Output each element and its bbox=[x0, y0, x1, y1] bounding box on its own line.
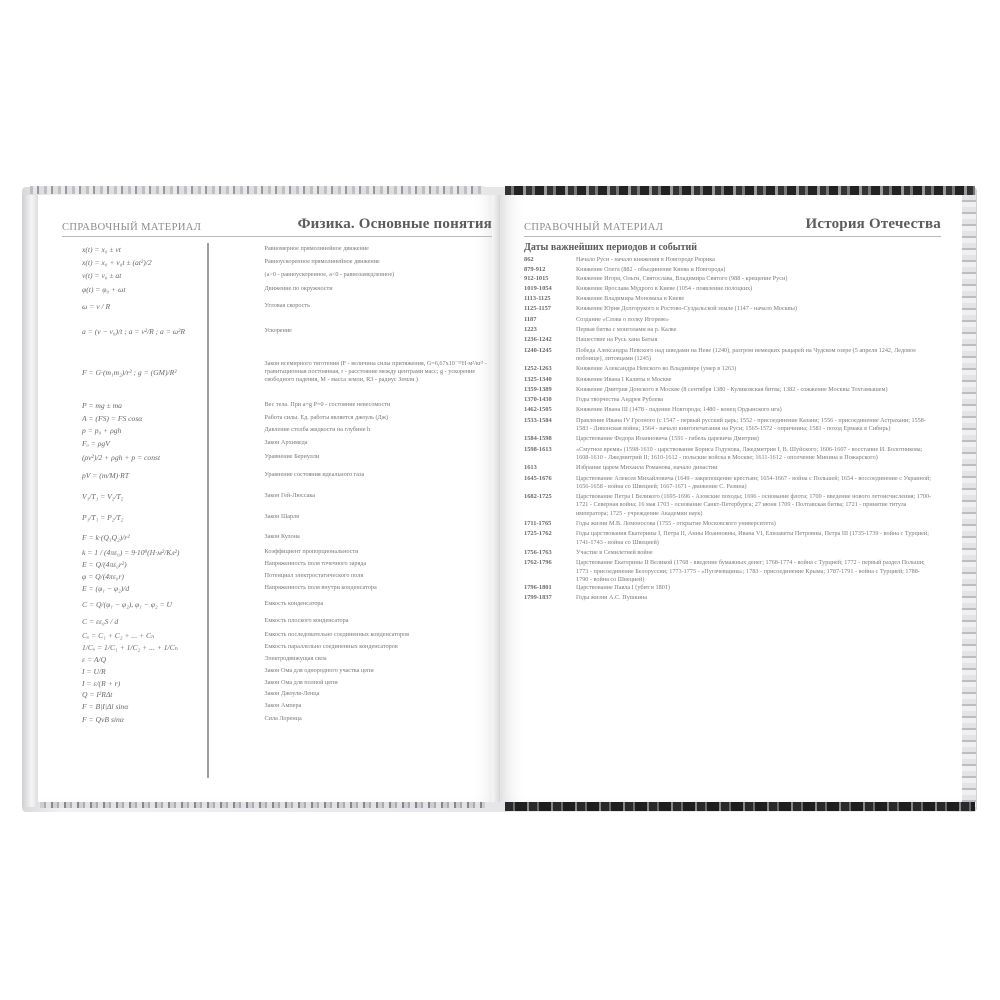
page-title: Физика. Основные понятия bbox=[297, 216, 492, 232]
table-row bbox=[82, 665, 492, 677]
date-range: 1113-1125 bbox=[524, 295, 551, 303]
date-range: 1359-1389 bbox=[524, 385, 552, 393]
formula: v(t) = v₀ ± at bbox=[82, 271, 122, 280]
date-range: 1725-1762 bbox=[524, 530, 552, 538]
page-title: История Отечества bbox=[805, 216, 941, 232]
cover-right-edge bbox=[962, 195, 976, 807]
table-row bbox=[524, 275, 944, 283]
date-range: 1796-1801 bbox=[524, 584, 552, 592]
event-description: Первая битва с монголами на р. Калке bbox=[576, 326, 677, 334]
formula: F = k·(Q₁Q₂)/r² bbox=[82, 532, 130, 542]
table-row bbox=[524, 256, 944, 264]
cover-top-right-pattern bbox=[505, 186, 975, 195]
formula: C = Q/(φ₁ − φ₂), φ₁ − φ₂ = U bbox=[82, 599, 173, 609]
formula: C = εε₀S / d bbox=[82, 616, 119, 626]
date-range: 1533-1584 bbox=[524, 416, 552, 424]
table-row bbox=[82, 653, 492, 665]
formula-description: Давление столба жидкости на глубине h bbox=[264, 425, 371, 433]
formula: x(t) = x₀ ± vt bbox=[82, 245, 121, 254]
left-page-header bbox=[62, 215, 492, 237]
date-range: 1240-1245 bbox=[524, 346, 552, 354]
table-row bbox=[82, 641, 492, 653]
formula: P = mg ± ma bbox=[82, 400, 122, 410]
formula-description: Равноускоренное прямолинейное движение bbox=[264, 258, 380, 266]
event-description: Княжение Юрия Долгорукого в Ростово-Суздальской земле (1147 - начало Москвы) bbox=[576, 305, 797, 313]
table-row bbox=[524, 386, 944, 394]
table-row bbox=[524, 475, 944, 492]
left-page-physics bbox=[38, 195, 498, 802]
event-description: Избрание царем Михаила Романова, начало династии bbox=[576, 464, 718, 472]
table-row bbox=[82, 296, 492, 316]
formula: φ = Q/(4πε₀r) bbox=[82, 571, 124, 581]
formula-description: Работа силы. Ед. работы является джоуль (Дж) bbox=[264, 413, 389, 421]
formula: F = G·(m₁m₂)/r² ; g = (GM)/R² bbox=[82, 367, 177, 377]
table-row bbox=[82, 570, 492, 582]
event-description: Княжение Олега (882 - объединение Киева и Новгорода) bbox=[576, 266, 726, 274]
formula-description: Емкость конденсатора bbox=[264, 599, 324, 607]
formula: A = (FS) = FS cosα bbox=[82, 413, 143, 423]
date-range: 1682-1725 bbox=[524, 493, 552, 501]
table-row bbox=[82, 629, 492, 641]
table-row bbox=[82, 436, 492, 450]
table-row bbox=[524, 285, 944, 293]
table-row bbox=[82, 613, 492, 629]
formula-description: Уравнение Бернулли bbox=[264, 452, 320, 460]
right-page-header bbox=[524, 215, 941, 237]
running-head: СПРАВОЧНЫЙ МАТЕРИАЛ bbox=[524, 222, 664, 233]
date-range: 1462-1505 bbox=[524, 406, 552, 414]
event-description: «Смутное время» (1598-1610 - царствование Бориса Годунова, Лжедмитрия I, В. Шуйского; 1606-1607 - восстание И. Болотникова; 1608-1610 - Лжедмитрий II; 1610-1612 - польские войска в Москве; 1611-1612 - ополчение Минина и Пожарского) bbox=[576, 445, 923, 461]
formula: x(t) = x₀ + v₀t ± (at²)/2 bbox=[82, 258, 152, 267]
formula: φ(t) = φ₀ + ωt bbox=[82, 284, 126, 294]
formula-description: Движение по окружности bbox=[264, 284, 333, 292]
formula-description: Закон Кулона bbox=[264, 532, 300, 540]
event-description: Царствование Петра I Великого (1695-1696 - Азовские походы; 1696 - основание флота; 1700 - введение нового летоисчисления; 1700-1721 - Северная война; 16 мая 1703 - основание Санкт-Петербурга; 27 июня 1709 - Полтавская битва; 1721 - принятие титула императора; 1725 - учреждение Академии наук) bbox=[576, 493, 932, 517]
table-row bbox=[524, 417, 944, 434]
table-row bbox=[82, 346, 492, 398]
right-page-history bbox=[500, 195, 962, 802]
table-row bbox=[82, 486, 492, 506]
formula: V₁/T₁ = V₂/T₂ bbox=[82, 491, 124, 501]
table-row bbox=[524, 493, 944, 518]
table-row bbox=[524, 326, 944, 334]
event-description: Годы творчества Андрея Рублева bbox=[576, 396, 664, 404]
table-row bbox=[524, 530, 944, 547]
formula: E = Q/(4πε₀r²) bbox=[82, 559, 127, 569]
event-description: Создание «Слова о полку Игореве» bbox=[576, 315, 670, 323]
formula: pV = (m/M)·RT bbox=[82, 470, 129, 480]
formula: I = ε/(R + r) bbox=[82, 678, 121, 688]
table-row bbox=[524, 435, 944, 443]
date-range: 1325-1340 bbox=[524, 375, 552, 383]
table-row bbox=[82, 282, 492, 296]
formula-description: Угловая скорость bbox=[264, 301, 310, 309]
date-range: 862 bbox=[524, 256, 534, 263]
formula-description: Коэффициент пропорциональности bbox=[264, 547, 359, 555]
event-description: Княжение Ивана III (1478 - падение Новгорода; 1480 - конец Ордынского ига) bbox=[576, 406, 782, 414]
table-row bbox=[82, 689, 492, 700]
formula-description: (a>0 - равноускоренное, a<0 - равнозамедленное) bbox=[264, 271, 395, 279]
table-row bbox=[524, 406, 944, 414]
formula: Q = I²RΔt bbox=[82, 690, 113, 699]
formula-description: Емкость плоского конденсатора bbox=[264, 616, 349, 624]
event-description: Княжение Ярослава Мудрого в Киеве (1054 - появление полоцких) bbox=[576, 284, 753, 292]
table-row bbox=[524, 376, 944, 384]
formula-description: Закон Шарля bbox=[264, 512, 299, 520]
formula-description: Сила Лоренца bbox=[264, 714, 302, 722]
table-row bbox=[524, 446, 944, 463]
table-row bbox=[82, 316, 492, 346]
table-row bbox=[82, 700, 492, 712]
formula: 1/Cₒ = 1/C₁ + 1/C₂ + ... + 1/Cₙ bbox=[82, 642, 178, 652]
running-head: СПРАВОЧНЫЙ МАТЕРИАЛ bbox=[62, 222, 202, 233]
formula: Fₐ = ρgV bbox=[82, 438, 110, 448]
date-range: 1252-1263 bbox=[524, 365, 552, 373]
cover-left-edge bbox=[22, 195, 38, 807]
table-row bbox=[82, 243, 492, 256]
date-range: 1756-1763 bbox=[524, 548, 552, 556]
event-description: Годы жизни А.С. Пушкина bbox=[576, 594, 647, 602]
event-description: Царствование Павла I (убит в 1801) bbox=[576, 584, 670, 592]
date-range: 1645-1676 bbox=[524, 474, 552, 482]
table-row bbox=[82, 256, 492, 269]
formula: Cₒ = C₁ + C₂ + ... + Cₙ bbox=[82, 630, 155, 640]
table-row bbox=[524, 266, 944, 274]
formula-description: Емкость параллельно соединенных конденсаторов bbox=[264, 642, 398, 650]
formula: k = 1 / (4πε₀) = 9·10⁹(Н·м²/Кл²) bbox=[82, 547, 180, 557]
date-range: 1799-1837 bbox=[524, 594, 552, 602]
formula: a = (v − v₀)/t ; a = v²/R ; a = ω²R bbox=[82, 326, 186, 336]
date-range: 1584-1598 bbox=[524, 435, 552, 443]
table-row bbox=[82, 528, 492, 546]
event-description: Княжение Владимира Мономаха в Киеве bbox=[576, 295, 685, 303]
table-row bbox=[524, 549, 944, 557]
formula: F = B|I|Δl sinα bbox=[82, 701, 129, 711]
event-description: Годы жизни М.В. Ломоносова (1755 - открытие Московского университета) bbox=[576, 520, 776, 528]
table-row bbox=[524, 336, 944, 344]
date-range: 1762-1796 bbox=[524, 559, 552, 567]
formula: I = U/R bbox=[82, 666, 106, 676]
event-description: Княжение Ивана I Калиты в Москве bbox=[576, 375, 672, 383]
table-row bbox=[82, 595, 492, 613]
table-row bbox=[524, 365, 944, 373]
table-row bbox=[524, 559, 944, 584]
formula-description: Закон Ома для полной цепи bbox=[264, 678, 338, 686]
event-description: Царствование Екатерины II Великой (1768 - введение бумажных денег; 1768-1774 - война с Турцией; 1772 - первый раздел Польши; 1773 - присоединение Белоруссии; 1773-1775 - «Пугачевщина»; 1783 - присоединение Крыма; 1787-1791 - война с Турцией; 1788-1790 - война со Швецией) bbox=[576, 559, 925, 583]
physics-formula-table bbox=[82, 243, 492, 726]
date-range: 1711-1765 bbox=[524, 520, 552, 528]
date-range: 1019-1054 bbox=[524, 284, 552, 292]
date-range: 1598-1613 bbox=[524, 445, 552, 453]
event-description: Годы царствования Екатерины I, Петра II, Анны Иоанновны, Ивана VI, Елизаветы Петровны, Петра III (1735-1739 - война с Турцией; 1741-1743 - война со Швецией) bbox=[576, 530, 929, 546]
event-description: Участие в Семилетней войне bbox=[576, 548, 653, 556]
table-row bbox=[524, 464, 944, 472]
table-row bbox=[82, 450, 492, 464]
table-row bbox=[524, 520, 944, 528]
table-row bbox=[524, 305, 944, 313]
formula: ε = A/Q bbox=[82, 654, 107, 664]
formula-description: Закон Ома для однородного участка цепи bbox=[264, 666, 374, 674]
table-row bbox=[82, 506, 492, 528]
formula-description: Закон Джоуля-Ленца bbox=[264, 690, 320, 698]
section-subtitle: Даты важнейших периодов и событий bbox=[524, 242, 698, 253]
table-row bbox=[82, 712, 492, 726]
event-description: Княжение Игоря, Ольги, Святослава, Владимира Святого (988 - крещение Руси) bbox=[576, 274, 788, 282]
formula-description: Потенциал электростатического поля bbox=[264, 571, 364, 579]
formula: p = p₀ + ρgh bbox=[82, 425, 122, 435]
event-description: Царствование Алексея Михайловича (1649 - закрепощение крестьян; 1654-1667 - война с Польшей; 1654 - воссоединение с Украиной; 1656-1658 - война со Швецией; 1667-1671 - движение С. Разина) bbox=[576, 474, 931, 490]
formula: P₁/T₁ = P₂/T₂ bbox=[82, 512, 124, 522]
formula: ω = v / R bbox=[82, 301, 111, 311]
table-row bbox=[82, 269, 492, 282]
formula-description: Уравнение состояния идеального газа bbox=[264, 470, 365, 478]
date-range: 1125-1157 bbox=[524, 305, 551, 313]
event-description: Нашествие на Русь хана Батыя bbox=[576, 336, 658, 344]
date-range: 1223 bbox=[524, 326, 537, 334]
event-description: Княжение Александра Невского во Владимире (умер в 1263) bbox=[576, 365, 737, 373]
table-row bbox=[524, 316, 944, 324]
cover-bottom-right-pattern bbox=[505, 802, 975, 811]
table-row bbox=[82, 677, 492, 689]
event-description: Победа Александра Невского над шведами на Неве (1240), разгром немецких рыцарей на Чудском озере (5 апреля 1242, Ледовое побоище), литовцами (1245) bbox=[576, 346, 916, 362]
date-range: 879-912 bbox=[524, 266, 546, 274]
formula-description: Вес тела. При a=g P=0 - состояние невесомости bbox=[264, 400, 391, 408]
event-description: Правление Ивана IV Грозного (с 1547 - первый русский царь; 1552 - присоединение Казани; 1556 - присоединение Астрахани; 1558-1583 - Ливонская война; 1564 - начало книгопечатания на Руси; 1565-1572 - опричнина; 1581 - поход Ермака в Сибирь) bbox=[576, 416, 926, 433]
date-range: 912-1015 bbox=[524, 274, 549, 282]
formula-description: Ускорение bbox=[264, 326, 292, 334]
date-range: 1370-1430 bbox=[524, 396, 552, 404]
formula-description: Равномерное прямолинейное движение bbox=[264, 245, 369, 253]
formula-description: Закон Гей-Люссака bbox=[264, 491, 316, 499]
date-range: 1613 bbox=[524, 464, 537, 472]
table-row bbox=[82, 464, 492, 486]
event-description: Княжение Дмитрия Донского в Москве (8 сентября 1380 - Куликовская битва; 1382 - сожжение Москвы Тохтамышем) bbox=[576, 385, 888, 393]
date-range: 1236-1242 bbox=[524, 336, 552, 344]
table-row bbox=[82, 398, 492, 412]
table-row bbox=[82, 424, 492, 436]
formula: F = QvB sinα bbox=[82, 714, 124, 724]
formula-description: Напряженность поля точечного заряда bbox=[264, 559, 367, 567]
formula-description: Закон Ампера bbox=[264, 701, 302, 709]
table-row bbox=[524, 584, 944, 592]
table-row bbox=[82, 546, 492, 558]
event-description: Начало Руси - начало княжения в Новгороде Рюрика bbox=[576, 256, 715, 263]
table-row bbox=[524, 347, 944, 364]
formula: (ρv²)/2 + ρgh + p = const bbox=[82, 452, 161, 462]
formula-description: Электродвижущая сила bbox=[264, 654, 327, 662]
table-row bbox=[524, 594, 944, 602]
table-row bbox=[82, 558, 492, 570]
table-row bbox=[82, 412, 492, 424]
history-dates-table bbox=[524, 256, 944, 605]
formula-description: Напряженность поля внутри конденсатора bbox=[264, 584, 377, 592]
table-row bbox=[82, 582, 492, 595]
cover-top-left-pattern bbox=[30, 186, 485, 194]
event-description: Царствование Федора Иоанновича (1591 - гибель царевича Дмитрия) bbox=[576, 435, 759, 443]
table-row bbox=[524, 295, 944, 303]
date-range: 1187 bbox=[524, 315, 537, 323]
formula: E = (φ₁ − φ₂)/d bbox=[82, 584, 130, 593]
formula-description: Емкость последовательно соединенных конденсаторов bbox=[264, 630, 410, 638]
formula-description: Закон всемирного тяготения (F - величина силы притяжения, G=6,67x10⁻¹¹H·м²/кг² - гравитационная постоянная, r - расстояние между центрами масс; g - ускорение свободного падения, M - масса земли, R3 - радиус Земли ) bbox=[264, 359, 487, 384]
formula-description: Закон Архимеда bbox=[264, 438, 308, 446]
table-row bbox=[524, 396, 944, 404]
